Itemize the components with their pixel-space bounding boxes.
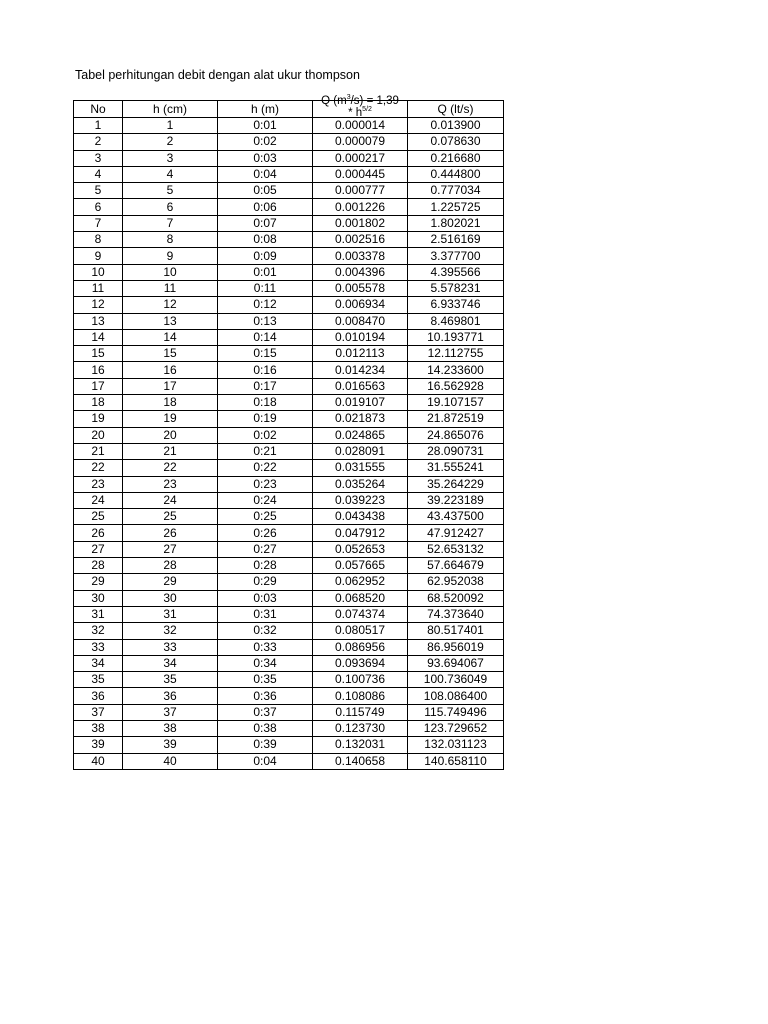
cell-q-lts: 4.395566	[408, 264, 504, 280]
cell-no: 10	[74, 264, 123, 280]
table-row	[74, 688, 504, 704]
cell-h-m: 0:38	[218, 720, 313, 736]
cell-q-lts: 62.952038	[408, 574, 504, 590]
cell-h-m: 0:32	[218, 623, 313, 639]
table-row	[74, 166, 504, 182]
cell-q-m3s: 0.028091	[313, 443, 408, 459]
table-row	[74, 558, 504, 574]
cell-q-lts: 8.469801	[408, 313, 504, 329]
cell-q-lts: 21.872519	[408, 411, 504, 427]
table-row	[74, 264, 504, 280]
table-row	[74, 232, 504, 248]
table-row	[74, 150, 504, 166]
cell-q-lts: 12.112755	[408, 346, 504, 362]
table-row	[74, 362, 504, 378]
cell-no: 36	[74, 688, 123, 704]
cell-h-m: 0:06	[218, 199, 313, 215]
table-row	[74, 753, 504, 769]
cell-no: 39	[74, 737, 123, 753]
cell-q-lts: 132.031123	[408, 737, 504, 753]
cell-no: 11	[74, 280, 123, 296]
cell-q-lts: 31.555241	[408, 460, 504, 476]
cell-h-cm: 21	[123, 443, 218, 459]
cell-q-m3s: 0.000217	[313, 150, 408, 166]
header-h-m: h (m)	[218, 101, 313, 118]
cell-h-m: 0:16	[218, 362, 313, 378]
cell-h-m: 0:28	[218, 558, 313, 574]
cell-q-lts: 68.520092	[408, 590, 504, 606]
cell-q-m3s: 0.074374	[313, 606, 408, 622]
cell-q-lts: 0.013900	[408, 118, 504, 134]
cell-h-cm: 25	[123, 509, 218, 525]
table-row	[74, 427, 504, 443]
header-h-cm: h (cm)	[123, 101, 218, 118]
cell-q-lts: 140.658110	[408, 753, 504, 769]
cell-q-m3s: 0.140658	[313, 753, 408, 769]
cell-h-m: 0:14	[218, 329, 313, 345]
cell-h-m: 0:15	[218, 346, 313, 362]
cell-no: 27	[74, 541, 123, 557]
cell-no: 28	[74, 558, 123, 574]
cell-h-m: 0:21	[218, 443, 313, 459]
cell-no: 38	[74, 720, 123, 736]
cell-h-cm: 40	[123, 753, 218, 769]
cell-q-m3s: 0.001802	[313, 215, 408, 231]
cell-q-m3s: 0.019107	[313, 395, 408, 411]
formula-sup2: 5/2	[362, 106, 372, 114]
cell-h-cm: 26	[123, 525, 218, 541]
cell-q-lts: 100.736049	[408, 672, 504, 688]
cell-q-lts: 28.090731	[408, 443, 504, 459]
cell-q-m3s: 0.000014	[313, 118, 408, 134]
table-body	[74, 118, 504, 770]
table-row	[74, 329, 504, 345]
cell-h-m: 0:03	[218, 150, 313, 166]
cell-q-lts: 10.193771	[408, 329, 504, 345]
table-row	[74, 541, 504, 557]
cell-no: 25	[74, 509, 123, 525]
cell-no: 21	[74, 443, 123, 459]
cell-no: 29	[74, 574, 123, 590]
cell-no: 23	[74, 476, 123, 492]
cell-q-lts: 93.694067	[408, 655, 504, 671]
cell-no: 26	[74, 525, 123, 541]
cell-h-m: 0:33	[218, 639, 313, 655]
cell-h-cm: 7	[123, 215, 218, 231]
discharge-table	[73, 94, 504, 770]
cell-q-lts: 0.777034	[408, 183, 504, 199]
cell-no: 30	[74, 590, 123, 606]
cell-h-m: 0:31	[218, 606, 313, 622]
cell-q-m3s: 0.006934	[313, 297, 408, 313]
table-row	[74, 623, 504, 639]
formula-line2-text: * h	[348, 107, 363, 119]
cell-h-cm: 24	[123, 492, 218, 508]
cell-h-m: 0:17	[218, 378, 313, 394]
cell-h-cm: 18	[123, 395, 218, 411]
cell-h-cm: 11	[123, 280, 218, 296]
cell-h-m: 0:18	[218, 395, 313, 411]
cell-h-cm: 16	[123, 362, 218, 378]
cell-q-m3s: 0.001226	[313, 199, 408, 215]
table-row	[74, 704, 504, 720]
cell-q-m3s: 0.021873	[313, 411, 408, 427]
cell-q-m3s: 0.068520	[313, 590, 408, 606]
cell-h-m: 0:02	[218, 427, 313, 443]
cell-no: 16	[74, 362, 123, 378]
cell-h-m: 0:13	[218, 313, 313, 329]
cell-no: 18	[74, 395, 123, 411]
table-row	[74, 525, 504, 541]
cell-q-lts: 123.729652	[408, 720, 504, 736]
table-row	[74, 460, 504, 476]
cell-q-m3s: 0.014234	[313, 362, 408, 378]
cell-h-m: 0:35	[218, 672, 313, 688]
cell-h-m: 0:23	[218, 476, 313, 492]
cell-h-m: 0:19	[218, 411, 313, 427]
cell-h-m: 0:22	[218, 460, 313, 476]
cell-no: 3	[74, 150, 123, 166]
cell-q-m3s: 0.024865	[313, 427, 408, 443]
cell-h-m: 0:24	[218, 492, 313, 508]
cell-h-cm: 13	[123, 313, 218, 329]
table-row	[74, 590, 504, 606]
table-row	[74, 134, 504, 150]
cell-q-m3s: 0.008470	[313, 313, 408, 329]
cell-h-m: 0:36	[218, 688, 313, 704]
cell-q-lts: 80.517401	[408, 623, 504, 639]
cell-no: 19	[74, 411, 123, 427]
cell-h-m: 0:37	[218, 704, 313, 720]
cell-h-cm: 35	[123, 672, 218, 688]
cell-q-m3s: 0.005578	[313, 280, 408, 296]
cell-q-lts: 3.377700	[408, 248, 504, 264]
cell-q-lts: 74.373640	[408, 606, 504, 622]
cell-q-lts: 19.107157	[408, 395, 504, 411]
formula-prefix: Q (m	[321, 95, 347, 107]
cell-no: 9	[74, 248, 123, 264]
table-row	[74, 183, 504, 199]
cell-q-lts: 2.516169	[408, 232, 504, 248]
cell-q-m3s: 0.100736	[313, 672, 408, 688]
cell-h-cm: 32	[123, 623, 218, 639]
table-row	[74, 737, 504, 753]
cell-h-cm: 5	[123, 183, 218, 199]
formula-text	[313, 95, 407, 119]
cell-h-cm: 12	[123, 297, 218, 313]
cell-no: 15	[74, 346, 123, 362]
table-row	[74, 395, 504, 411]
cell-no: 31	[74, 606, 123, 622]
cell-q-m3s: 0.093694	[313, 655, 408, 671]
cell-h-cm: 2	[123, 134, 218, 150]
table-row	[74, 313, 504, 329]
cell-no: 32	[74, 623, 123, 639]
cell-q-m3s: 0.010194	[313, 329, 408, 345]
cell-h-cm: 22	[123, 460, 218, 476]
cell-h-m: 0:02	[218, 134, 313, 150]
cell-h-m: 0:04	[218, 753, 313, 769]
table-row	[74, 720, 504, 736]
table-row	[74, 346, 504, 362]
cell-h-cm: 3	[123, 150, 218, 166]
formula-line-1	[313, 95, 407, 107]
cell-q-lts: 5.578231	[408, 280, 504, 296]
header-q-lts: Q (lt/s)	[408, 101, 504, 118]
table-row	[74, 248, 504, 264]
cell-q-m3s: 0.003378	[313, 248, 408, 264]
cell-h-m: 0:01	[218, 264, 313, 280]
cell-no: 8	[74, 232, 123, 248]
cell-h-m: 0:08	[218, 232, 313, 248]
cell-no: 7	[74, 215, 123, 231]
cell-h-cm: 37	[123, 704, 218, 720]
cell-q-m3s: 0.004396	[313, 264, 408, 280]
cell-q-lts: 86.956019	[408, 639, 504, 655]
cell-q-lts: 39.223189	[408, 492, 504, 508]
page-title: Tabel perhitungan debit dengan alat ukur thompson	[75, 68, 360, 82]
cell-no: 35	[74, 672, 123, 688]
cell-q-m3s: 0.062952	[313, 574, 408, 590]
cell-h-cm: 14	[123, 329, 218, 345]
cell-h-cm: 1	[123, 118, 218, 134]
cell-h-cm: 9	[123, 248, 218, 264]
cell-q-lts: 0.216680	[408, 150, 504, 166]
cell-q-m3s: 0.000445	[313, 166, 408, 182]
cell-h-cm: 8	[123, 232, 218, 248]
cell-h-cm: 34	[123, 655, 218, 671]
cell-h-cm: 29	[123, 574, 218, 590]
cell-q-m3s: 0.043438	[313, 509, 408, 525]
table-row	[74, 411, 504, 427]
cell-h-cm: 10	[123, 264, 218, 280]
table-row	[74, 574, 504, 590]
table-row	[74, 118, 504, 134]
cell-q-lts: 1.225725	[408, 199, 504, 215]
cell-no: 1	[74, 118, 123, 134]
formula-mid: /s) = 1,39	[350, 95, 399, 107]
cell-q-lts: 108.086400	[408, 688, 504, 704]
cell-no: 34	[74, 655, 123, 671]
table-row	[74, 492, 504, 508]
table-row	[74, 476, 504, 492]
cell-h-m: 0:25	[218, 509, 313, 525]
cell-h-m: 0:01	[218, 118, 313, 134]
cell-h-cm: 39	[123, 737, 218, 753]
cell-q-lts: 43.437500	[408, 509, 504, 525]
table-header-row	[74, 101, 504, 118]
cell-h-cm: 15	[123, 346, 218, 362]
cell-no: 24	[74, 492, 123, 508]
cell-h-cm: 36	[123, 688, 218, 704]
cell-h-m: 0:04	[218, 166, 313, 182]
cell-h-cm: 20	[123, 427, 218, 443]
cell-q-m3s: 0.047912	[313, 525, 408, 541]
cell-q-m3s: 0.012113	[313, 346, 408, 362]
cell-q-lts: 0.444800	[408, 166, 504, 182]
cell-no: 6	[74, 199, 123, 215]
table-row	[74, 215, 504, 231]
table-row	[74, 509, 504, 525]
cell-h-m: 0:09	[218, 248, 313, 264]
cell-q-lts: 57.664679	[408, 558, 504, 574]
cell-h-cm: 4	[123, 166, 218, 182]
cell-q-m3s: 0.002516	[313, 232, 408, 248]
table-row	[74, 378, 504, 394]
cell-q-m3s: 0.123730	[313, 720, 408, 736]
cell-h-m: 0:07	[218, 215, 313, 231]
cell-h-cm: 27	[123, 541, 218, 557]
cell-q-m3s: 0.115749	[313, 704, 408, 720]
cell-no: 4	[74, 166, 123, 182]
cell-h-m: 0:11	[218, 280, 313, 296]
table-row	[74, 280, 504, 296]
cell-no: 13	[74, 313, 123, 329]
table-row	[74, 297, 504, 313]
cell-h-cm: 17	[123, 378, 218, 394]
cell-no: 17	[74, 378, 123, 394]
cell-q-m3s: 0.031555	[313, 460, 408, 476]
cell-h-m: 0:26	[218, 525, 313, 541]
cell-h-cm: 30	[123, 590, 218, 606]
header-q-m3s	[313, 94, 408, 119]
cell-q-m3s: 0.000777	[313, 183, 408, 199]
header-no: No	[74, 101, 123, 118]
cell-h-m: 0:27	[218, 541, 313, 557]
table-row	[74, 639, 504, 655]
cell-q-lts: 115.749496	[408, 704, 504, 720]
cell-no: 37	[74, 704, 123, 720]
table-row	[74, 606, 504, 622]
cell-q-m3s: 0.086956	[313, 639, 408, 655]
cell-h-cm: 33	[123, 639, 218, 655]
cell-q-m3s: 0.000079	[313, 134, 408, 150]
cell-h-cm: 19	[123, 411, 218, 427]
cell-h-m: 0:12	[218, 297, 313, 313]
cell-h-m: 0:05	[218, 183, 313, 199]
cell-h-cm: 31	[123, 606, 218, 622]
cell-q-lts: 35.264229	[408, 476, 504, 492]
cell-h-cm: 38	[123, 720, 218, 736]
cell-no: 14	[74, 329, 123, 345]
cell-no: 40	[74, 753, 123, 769]
table-row	[74, 655, 504, 671]
cell-h-cm: 28	[123, 558, 218, 574]
cell-q-m3s: 0.039223	[313, 492, 408, 508]
formula-sup: 3	[346, 94, 351, 102]
cell-q-lts: 6.933746	[408, 297, 504, 313]
cell-h-cm: 6	[123, 199, 218, 215]
table-row	[74, 199, 504, 215]
cell-no: 20	[74, 427, 123, 443]
cell-h-cm: 23	[123, 476, 218, 492]
cell-q-m3s: 0.132031	[313, 737, 408, 753]
table-row	[74, 672, 504, 688]
cell-q-lts: 0.078630	[408, 134, 504, 150]
cell-q-lts: 14.233600	[408, 362, 504, 378]
cell-q-m3s: 0.080517	[313, 623, 408, 639]
cell-no: 12	[74, 297, 123, 313]
cell-h-m: 0:39	[218, 737, 313, 753]
cell-h-m: 0:34	[218, 655, 313, 671]
cell-q-m3s: 0.035264	[313, 476, 408, 492]
cell-no: 33	[74, 639, 123, 655]
cell-q-m3s: 0.057665	[313, 558, 408, 574]
cell-no: 22	[74, 460, 123, 476]
formula-line-2	[313, 107, 407, 119]
cell-h-m: 0:03	[218, 590, 313, 606]
cell-no: 5	[74, 183, 123, 199]
cell-h-m: 0:29	[218, 574, 313, 590]
cell-q-lts: 52.653132	[408, 541, 504, 557]
cell-q-m3s: 0.052653	[313, 541, 408, 557]
cell-no: 2	[74, 134, 123, 150]
cell-q-m3s: 0.016563	[313, 378, 408, 394]
cell-q-lts: 1.802021	[408, 215, 504, 231]
cell-q-lts: 16.562928	[408, 378, 504, 394]
cell-q-lts: 24.865076	[408, 427, 504, 443]
cell-q-lts: 47.912427	[408, 525, 504, 541]
cell-q-m3s: 0.108086	[313, 688, 408, 704]
table-row	[74, 443, 504, 459]
